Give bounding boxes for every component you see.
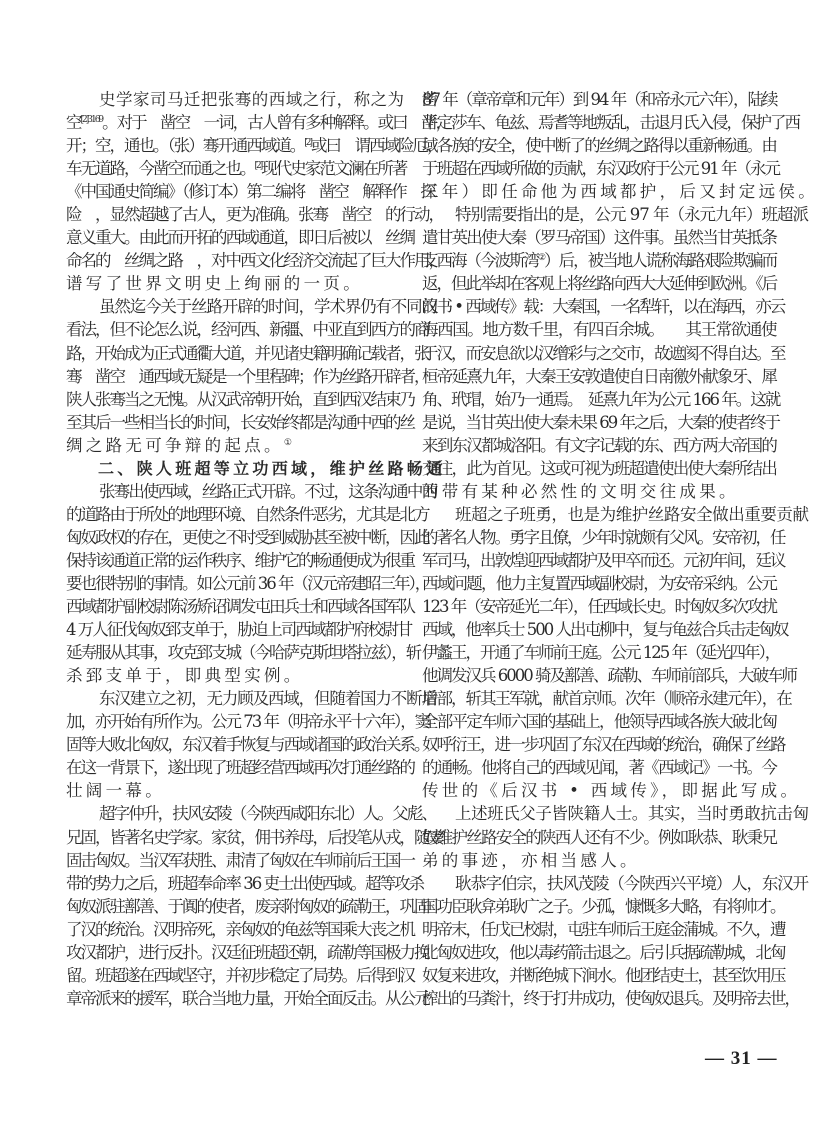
text-line [422, 641, 780, 664]
text-line [422, 203, 808, 226]
text-line [422, 272, 776, 295]
line-text: 上述班氏父子皆陕籍人士。其实，当时勇敢抗击匈 [455, 804, 809, 824]
line-text: 空 [66, 113, 81, 133]
text-line [66, 802, 437, 825]
line-text: 要也很特别的事情。如公元前 36 年（汉元帝建昭三年）， [66, 573, 430, 593]
text-line [66, 964, 414, 987]
text-line [66, 733, 429, 756]
text-line [422, 342, 785, 365]
text-line [422, 134, 776, 157]
line-text: 交往，此为首见。这或可视为班超遣使出使大秦所结出 [422, 458, 776, 478]
text-line [66, 342, 429, 365]
text-line [422, 802, 809, 825]
text-line [66, 549, 414, 572]
text-line [66, 434, 405, 457]
line-text: 延寿服从其事，攻克郅支城（今哈萨克斯坦塔拉兹），斩 [66, 643, 421, 663]
line-text: 全部平定车师六国的基础上，他领导西域各族大破北匈 [422, 712, 776, 732]
citation-marker: [2] [254, 161, 262, 172]
citation-marker: [2] [304, 138, 311, 149]
text-line [66, 687, 437, 710]
text-line [422, 756, 776, 779]
line-text: 加，亦开始有所作为。公元 73 年（明帝永平十六年），窦 [66, 712, 430, 732]
line-text: 固击匈奴。当汉军获胜、肃清了匈奴在车师前后王国一 [66, 850, 414, 870]
line-text: 车无道路，今凿空而通之也。 [66, 159, 255, 179]
text-line [422, 111, 799, 134]
line-text: 的带有某种必然性的文明交往成果。 [422, 481, 739, 501]
text-line [66, 526, 429, 549]
line-text: ）后，被当地人谎称海路艰险欺骗而 [544, 251, 777, 271]
line-text: 保持该通道正常的运作秩序、维护它的畅通便成为很重 [66, 550, 414, 570]
text-line [66, 618, 412, 641]
text-line [422, 872, 808, 895]
line-text: 的道路由于所处的地理环境、自然条件恶劣，尤其是北方 [66, 504, 429, 524]
page-number: — 31 — [705, 1048, 778, 1069]
text-line [422, 249, 776, 272]
text-line [422, 295, 785, 318]
line-text: 明帝末，任戊已校尉，屯驻车师后王庭金蒲城。不久，遭 [422, 919, 785, 939]
line-text: 伊蠡王，开通了车师前王庭。公元 125 年（延光四年）， [422, 643, 780, 663]
line-text: 险 ，显然超越了古人，更为准确。张骞 凿空 的行动， [66, 205, 443, 225]
text-line [66, 779, 405, 802]
text-line [66, 918, 414, 941]
text-line [422, 595, 776, 618]
line-text: 匈奴派驻鄯善、于阗的使者，废亲附匈奴的疏勒王，巩固 [66, 896, 429, 916]
text-line [66, 111, 451, 134]
text-line [422, 687, 791, 710]
line-text: 特别需要指出的是，公元 97 年（永元九年）班超派 [455, 205, 808, 225]
text-line [66, 203, 443, 226]
text-line [422, 411, 779, 434]
line-text: 奴维护丝路安全的陕西人还有不少。例如耿恭、耿秉兄 [422, 827, 776, 847]
text-line [66, 872, 423, 895]
text-line [422, 618, 788, 641]
text-line [66, 595, 414, 618]
line-text: 匈奴政权的存在，更使之不时受到威胁甚至被中断，因此 [66, 527, 429, 547]
text-line [422, 964, 785, 987]
line-text: 北匈奴进攻，他以毒药箭击退之。后引兵据疏勒城，北匈 [422, 942, 785, 962]
line-text: 张骞出使西域，丝路正式开辟。不过，这条沟通中西 [99, 481, 437, 501]
text-line [66, 987, 429, 1010]
line-text: 兄固，皆著名史学家。家贫，佣书养母，后投笔从戎，随窦 [66, 827, 443, 847]
section-heading [66, 457, 446, 480]
text-line [422, 941, 785, 964]
text-line [66, 157, 405, 180]
line-text: 军司马，出敦煌迎西域都护及甲卒而还。元初年间，廷议 [422, 550, 785, 570]
line-text: 意义重大。由此而开拓的西域通道，即日后被以 丝绸 [66, 228, 414, 248]
line-text: 攻汉都护，进行反扑。汉廷征班超还朝，疏勒等国极力挽 [66, 942, 429, 962]
text-line [422, 88, 776, 111]
line-text: 或曰 谓西域险厄， [311, 136, 442, 156]
text-line [422, 503, 809, 526]
line-text: 弟的事迹，亦相当感人。 [422, 850, 640, 870]
line-text: 后部，斩其王军就，献首京师。次年（顺帝永建元年），在 [422, 689, 791, 709]
text-line [66, 641, 421, 664]
text-line [422, 549, 785, 572]
text-line [422, 664, 796, 687]
line-text: 《中国通史简编》（修订本）第二编将 凿空 解释作 探 [66, 182, 435, 202]
line-text: 来到东汉都城洛阳。有文字记载的东、西方两大帝国的 [422, 435, 776, 455]
line-text: 西域，他率兵士 500 人出屯柳中，复与龟兹合兵击走匈奴 [422, 620, 788, 640]
line-text: 。对于 凿空 一词，古人曾有多种解释。或曰 凿， [102, 113, 451, 133]
text-line [422, 318, 776, 341]
line-text: 87 年（章帝章和元年）到 94 年（和帝永元六年），陆续 [422, 90, 777, 109]
text-line [66, 249, 443, 272]
line-text: 角、玳瑁，始乃一通焉。 延熹九年为公元 166 年。这就 [422, 389, 780, 409]
line-text: 平定莎车、龟兹、焉耆等地叛乱，击退月氏入侵，保护了西 [422, 113, 799, 133]
line-text: 固等大败北匈奴，东汉着手恢复与西域诸国的政治关系。 [66, 735, 429, 755]
citation-marker: ① [283, 437, 296, 448]
text-line [422, 480, 776, 503]
line-text: 传世的《后汉书 • 西域传》，即据此写成。 [422, 781, 801, 801]
text-line [66, 480, 437, 503]
line-text: 国功臣耿弇弟耿广之子。少孤，慷慨多大略，有将帅才。 [422, 896, 785, 916]
line-text: 虽然迄今关于丝路开辟的时间，学术界仍有不同的 [99, 297, 437, 317]
line-text: 二、陕人班超等立功西域，维护丝路畅通 [98, 458, 446, 478]
line-text: 现代史家范文澜在所著 [261, 159, 407, 179]
line-text: 班超之子班勇，也是为维护丝路安全做出重要贡献 [455, 504, 809, 524]
line-text: 海西国。地方数千里，有四百余城。 其王常欲通使 [422, 320, 776, 340]
line-text: 命名的 丝绸之路 ，对中西文化经济交流起了巨大作用， [66, 251, 443, 271]
line-text: 返，但此举却在客观上将丝路向西大大延伸到欧洲。《后 [422, 274, 777, 294]
line-text: 绸之路无可争辩的起点。 [66, 435, 284, 455]
text-line [422, 710, 776, 733]
text-line [422, 526, 785, 549]
text-line [66, 826, 443, 849]
text-line [66, 134, 442, 157]
line-text: 在这一背景下，遂出现了班超经营西域再次打通丝路的 [66, 758, 414, 778]
text-line [422, 457, 776, 480]
line-text: 超字仲升，扶风安陵（今陕西咸阳东北）人。父彪、 [99, 804, 437, 824]
text-line [66, 180, 435, 203]
text-line [66, 895, 429, 918]
line-text: 的通畅。他将自己的西域见闻，著《西域记》一书。今 [422, 758, 776, 778]
line-text: 奴呼衍王，进一步巩固了东汉在西域的统治，确保了丝路 [422, 735, 785, 755]
text-line [66, 388, 414, 411]
text-line [422, 180, 818, 203]
line-text: 带的势力之后，班超奉命率 36 吏士出使西域。超等攻杀 [66, 873, 423, 893]
line-text: 至其后一些相当长的时间，长安始终都是沟通中西的丝 [66, 412, 414, 432]
line-text: 壮阔一幕。 [66, 781, 165, 801]
line-text: 杀郅支单于，即典型实例。 [66, 666, 304, 686]
text-line [66, 318, 429, 341]
line-text: 遣甘英出使大秦（罗马帝国）这件事。虽然当甘英抵条 [422, 228, 776, 248]
text-line [422, 826, 776, 849]
line-text: 了汉的统治。汉明帝死，亲匈奴的龟兹等国乘大丧之机 [66, 919, 414, 939]
text-line [422, 572, 776, 595]
line-text: 东汉建立之初，无力顾及西域，但随着国力不断增 [99, 689, 437, 709]
text-line [422, 895, 785, 918]
left-column [66, 88, 451, 1010]
text-line [422, 733, 785, 756]
line-text: 开；空，通也。（张）骞开通西域道。 [66, 136, 305, 156]
text-line [422, 226, 776, 249]
text-line [422, 849, 776, 872]
line-text: 4 万人征伐匈奴郅支单于，胁迫上司西域都护府校尉甘 [66, 620, 412, 640]
line-text: 留。班超遂在西域坚守，并初步稳定了局势。后得到汉 [66, 965, 414, 985]
line-text: 桓帝延熹九年，大秦王安敦遣使自日南徼外献象牙、犀 [422, 366, 776, 386]
line-text: 西域都护副校尉陈汤矫诏调发屯田兵士和西域各国军队 [66, 597, 414, 617]
text-line [66, 411, 414, 434]
text-line [422, 434, 776, 457]
line-text: 西域问题，他力主复置西域副校尉，为安帝采纳。公元 [422, 573, 776, 593]
text-line [66, 710, 430, 733]
text-line [422, 365, 776, 388]
line-text: 耿恭字伯宗，扶风茂陵（今陕西兴平境）人，东汉开 [455, 873, 808, 893]
text-line [66, 572, 430, 595]
line-text: 是说，当甘英出使大秦未果 69 年之后，大秦的使者终于 [422, 412, 779, 432]
line-text: 路，开始成为正式通衢大道，并见诸史籍明确记载者，张 [66, 343, 429, 363]
text-line [422, 918, 785, 941]
line-text: 于汉，而安息欲以汉缯彩与之交市，故遮阂不得自达。至 [422, 343, 785, 363]
text-line [422, 388, 780, 411]
line-text: 他调发汉兵 6000 骑及鄯善、疏勒、车师前部兵，大破车师 [422, 666, 796, 686]
line-text: 于班超在西域所做的贡献，东汉政府于公元 91 年（永元 [422, 159, 779, 179]
citation-marker: ② [538, 253, 545, 264]
text-line [66, 503, 429, 526]
text-line [422, 779, 801, 802]
text-line [422, 987, 799, 1010]
line-text: 三年）即任命他为西域都护，后又封定远侯。 [422, 182, 818, 202]
text-line [66, 941, 429, 964]
citation-marker: [2]3169 [80, 115, 103, 126]
right-column [422, 88, 818, 1010]
line-text: 奴复来进攻，并断绝城下涧水。他团结吏士，甚至饮用压 [422, 965, 785, 985]
text-line [66, 226, 414, 249]
line-text: 骞 凿空 通西域无疑是一个里程碑；作为丝路开辟者， [66, 366, 429, 386]
text-line [66, 756, 414, 779]
line-text: 谱写了世界文明史上绚丽的一页。 [66, 274, 363, 294]
line-text: 章帝派来的援军，联合当地力量，开始全面反击。从公元 [66, 988, 429, 1008]
text-line [66, 295, 437, 318]
text-line [66, 88, 439, 111]
line-text: 陕人张骞当之无愧。从汉武帝朝开始，直到西汉结束乃 [66, 389, 414, 409]
line-text: 看法，但不论怎么说，经河西、新疆、中亚直到西方的商 [66, 320, 429, 340]
line-text: 汉书 • 西域传》载：大秦国，一名犁轩，以在海西，亦云 [422, 297, 785, 317]
line-text: 支西海（今波斯湾 [422, 251, 538, 271]
line-text: 史学家司马迁把张骞的西域之行，称之为 凿 [99, 90, 439, 109]
line-text: 榨出的马粪汁，终于打井成功，使匈奴退兵。及明帝去世， [422, 988, 799, 1008]
text-line [66, 849, 414, 872]
text-line [66, 365, 429, 388]
line-text: 域各族的安全，使中断了的丝绸之路得以重新畅通。由 [422, 136, 776, 156]
line-text: 123 年（安帝延光二年），任西域长史。时匈奴多次攻扰 [422, 597, 776, 617]
text-line [66, 664, 405, 687]
text-line [422, 157, 779, 180]
line-text: 的著名人物。勇字且僚，少年时就颇有父风。安帝初，任 [422, 527, 785, 547]
text-line [66, 272, 405, 295]
